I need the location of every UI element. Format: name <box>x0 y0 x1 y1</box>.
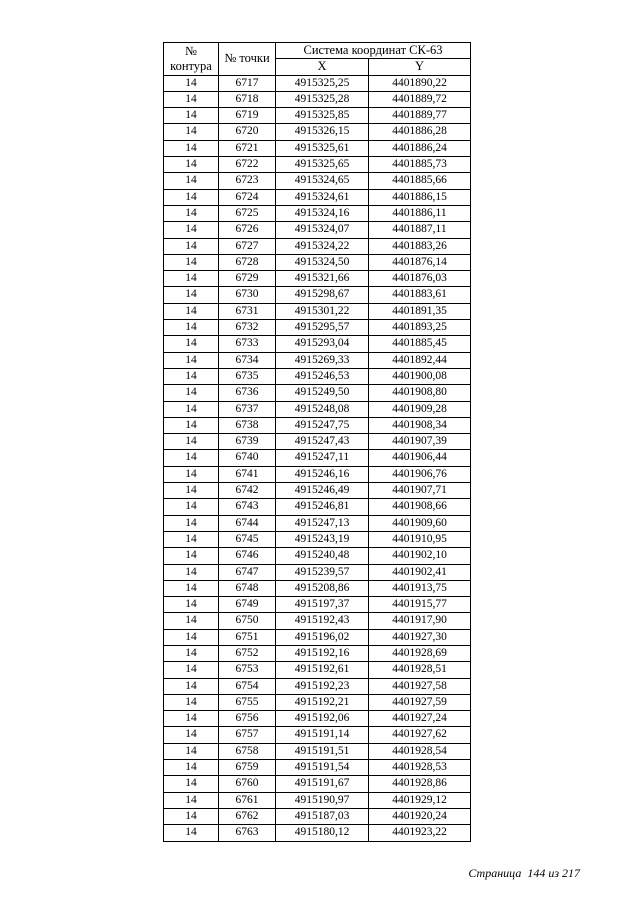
table-row <box>164 320 471 336</box>
cell-x: 4915325,28 <box>276 91 369 107</box>
table-row <box>164 645 471 661</box>
table-row <box>164 336 471 352</box>
cell-point: 6727 <box>219 238 276 254</box>
table-row <box>164 548 471 564</box>
cell-y: 4401923,22 <box>369 825 471 841</box>
cell-contour: 14 <box>164 157 219 173</box>
cell-y: 4401886,11 <box>369 205 471 221</box>
cell-y: 4401928,69 <box>369 645 471 661</box>
cell-y: 4401893,25 <box>369 320 471 336</box>
cell-contour: 14 <box>164 385 219 401</box>
cell-contour: 14 <box>164 352 219 368</box>
cell-y: 4401902,41 <box>369 564 471 580</box>
cell-x: 4915247,13 <box>276 515 369 531</box>
cell-contour: 14 <box>164 711 219 727</box>
cell-point: 6743 <box>219 499 276 515</box>
cell-contour: 14 <box>164 254 219 270</box>
cell-contour: 14 <box>164 678 219 694</box>
cell-contour: 14 <box>164 808 219 824</box>
header-contour-line2: контура <box>170 58 212 73</box>
cell-y: 4401886,15 <box>369 189 471 205</box>
cell-point: 6756 <box>219 711 276 727</box>
table-body <box>164 75 471 841</box>
table-row <box>164 450 471 466</box>
cell-x: 4915301,22 <box>276 303 369 319</box>
cell-y: 4401876,14 <box>369 254 471 270</box>
cell-x: 4915295,57 <box>276 320 369 336</box>
cell-point: 6758 <box>219 743 276 759</box>
cell-x: 4915243,19 <box>276 531 369 547</box>
cell-x: 4915326,15 <box>276 124 369 140</box>
cell-y: 4401928,54 <box>369 743 471 759</box>
cell-y: 4401907,71 <box>369 483 471 499</box>
table-row <box>164 825 471 841</box>
header-coordinate-system: Система координат СК-63 <box>276 43 471 59</box>
cell-y: 4401890,22 <box>369 75 471 91</box>
cell-x: 4915324,22 <box>276 238 369 254</box>
cell-y: 4401913,75 <box>369 580 471 596</box>
cell-y: 4401910,95 <box>369 531 471 547</box>
cell-x: 4915247,43 <box>276 434 369 450</box>
cell-contour: 14 <box>164 466 219 482</box>
cell-point: 6739 <box>219 434 276 450</box>
cell-point: 6735 <box>219 368 276 384</box>
cell-y: 4401920,24 <box>369 808 471 824</box>
cell-x: 4915246,16 <box>276 466 369 482</box>
cell-contour: 14 <box>164 91 219 107</box>
cell-point: 6722 <box>219 157 276 173</box>
cell-y: 4401886,28 <box>369 124 471 140</box>
table-row <box>164 254 471 270</box>
cell-contour: 14 <box>164 368 219 384</box>
cell-point: 6761 <box>219 792 276 808</box>
cell-contour: 14 <box>164 336 219 352</box>
cell-point: 6745 <box>219 531 276 547</box>
table-row <box>164 776 471 792</box>
cell-contour: 14 <box>164 401 219 417</box>
cell-contour: 14 <box>164 189 219 205</box>
cell-point: 6760 <box>219 776 276 792</box>
cell-x: 4915246,49 <box>276 483 369 499</box>
cell-x: 4915298,67 <box>276 287 369 303</box>
cell-point: 6759 <box>219 760 276 776</box>
cell-contour: 14 <box>164 531 219 547</box>
cell-point: 6762 <box>219 808 276 824</box>
table-row <box>164 629 471 645</box>
page-number: Страница 144 из 217 <box>468 866 580 880</box>
cell-y: 4401927,58 <box>369 678 471 694</box>
cell-y: 4401906,76 <box>369 466 471 482</box>
cell-y: 4401927,59 <box>369 694 471 710</box>
cell-y: 4401889,72 <box>369 91 471 107</box>
cell-x: 4915208,86 <box>276 580 369 596</box>
cell-point: 6749 <box>219 597 276 613</box>
cell-x: 4915192,21 <box>276 694 369 710</box>
cell-contour: 14 <box>164 548 219 564</box>
table-row <box>164 417 471 433</box>
cell-x: 4915324,61 <box>276 189 369 205</box>
cell-point: 6753 <box>219 662 276 678</box>
table-row <box>164 743 471 759</box>
cell-y: 4401885,45 <box>369 336 471 352</box>
cell-point: 6718 <box>219 91 276 107</box>
cell-y: 4401885,73 <box>369 157 471 173</box>
table-row <box>164 303 471 319</box>
cell-x: 4915190,97 <box>276 792 369 808</box>
cell-contour: 14 <box>164 694 219 710</box>
cell-y: 4401928,86 <box>369 776 471 792</box>
header-contour-number <box>164 43 219 76</box>
table-row <box>164 662 471 678</box>
table-row <box>164 91 471 107</box>
cell-x: 4915192,23 <box>276 678 369 694</box>
table-row <box>164 580 471 596</box>
cell-contour: 14 <box>164 662 219 678</box>
cell-point: 6742 <box>219 483 276 499</box>
cell-point: 6726 <box>219 222 276 238</box>
cell-contour: 14 <box>164 727 219 743</box>
table-row <box>164 564 471 580</box>
cell-y: 4401915,77 <box>369 597 471 613</box>
table-row <box>164 434 471 450</box>
cell-y: 4401917,90 <box>369 613 471 629</box>
cell-y: 4401909,28 <box>369 401 471 417</box>
cell-x: 4915191,14 <box>276 727 369 743</box>
cell-y: 4401876,03 <box>369 271 471 287</box>
header-y: Y <box>369 59 471 75</box>
cell-point: 6757 <box>219 727 276 743</box>
cell-contour: 14 <box>164 564 219 580</box>
cell-y: 4401928,51 <box>369 662 471 678</box>
cell-y: 4401927,24 <box>369 711 471 727</box>
cell-contour: 14 <box>164 792 219 808</box>
cell-x: 4915248,08 <box>276 401 369 417</box>
cell-y: 4401928,53 <box>369 760 471 776</box>
cell-point: 6763 <box>219 825 276 841</box>
cell-contour: 14 <box>164 303 219 319</box>
table-row <box>164 808 471 824</box>
cell-point: 6720 <box>219 124 276 140</box>
cell-contour: 14 <box>164 776 219 792</box>
cell-y: 4401927,62 <box>369 727 471 743</box>
cell-contour: 14 <box>164 173 219 189</box>
cell-contour: 14 <box>164 222 219 238</box>
cell-x: 4915249,50 <box>276 385 369 401</box>
cell-x: 4915324,50 <box>276 254 369 270</box>
cell-x: 4915324,07 <box>276 222 369 238</box>
cell-x: 4915247,75 <box>276 417 369 433</box>
coordinates-table <box>163 42 471 842</box>
cell-y: 4401902,10 <box>369 548 471 564</box>
table-row <box>164 711 471 727</box>
cell-x: 4915321,66 <box>276 271 369 287</box>
table-row <box>164 727 471 743</box>
table-row <box>164 401 471 417</box>
cell-x: 4915197,37 <box>276 597 369 613</box>
table-row <box>164 483 471 499</box>
cell-point: 6752 <box>219 645 276 661</box>
header-row-1 <box>164 43 471 59</box>
cell-y: 4401889,77 <box>369 108 471 124</box>
cell-contour: 14 <box>164 434 219 450</box>
table-row <box>164 287 471 303</box>
cell-contour: 14 <box>164 417 219 433</box>
cell-y: 4401883,61 <box>369 287 471 303</box>
cell-y: 4401900,08 <box>369 368 471 384</box>
cell-point: 6738 <box>219 417 276 433</box>
table-row <box>164 205 471 221</box>
cell-y: 4401909,60 <box>369 515 471 531</box>
cell-contour: 14 <box>164 75 219 91</box>
cell-y: 4401929,12 <box>369 792 471 808</box>
cell-x: 4915196,02 <box>276 629 369 645</box>
cell-y: 4401927,30 <box>369 629 471 645</box>
cell-y: 4401906,44 <box>369 450 471 466</box>
table-row <box>164 760 471 776</box>
cell-point: 6751 <box>219 629 276 645</box>
cell-point: 6734 <box>219 352 276 368</box>
cell-contour: 14 <box>164 629 219 645</box>
table-row <box>164 124 471 140</box>
table-row <box>164 597 471 613</box>
cell-contour: 14 <box>164 320 219 336</box>
cell-contour: 14 <box>164 450 219 466</box>
cell-point: 6731 <box>219 303 276 319</box>
table-row <box>164 140 471 156</box>
table-row <box>164 499 471 515</box>
cell-contour: 14 <box>164 238 219 254</box>
cell-point: 6724 <box>219 189 276 205</box>
cell-y: 4401908,66 <box>369 499 471 515</box>
cell-contour: 14 <box>164 271 219 287</box>
cell-y: 4401883,26 <box>369 238 471 254</box>
cell-y: 4401886,24 <box>369 140 471 156</box>
cell-contour: 14 <box>164 645 219 661</box>
header-contour-line1: № <box>185 43 197 58</box>
table-row <box>164 385 471 401</box>
cell-x: 4915192,61 <box>276 662 369 678</box>
table-row <box>164 157 471 173</box>
cell-contour: 14 <box>164 597 219 613</box>
cell-y: 4401908,34 <box>369 417 471 433</box>
cell-point: 6744 <box>219 515 276 531</box>
table-row <box>164 238 471 254</box>
table-row <box>164 271 471 287</box>
cell-contour: 14 <box>164 483 219 499</box>
cell-y: 4401891,35 <box>369 303 471 319</box>
cell-x: 4915324,65 <box>276 173 369 189</box>
cell-x: 4915269,33 <box>276 352 369 368</box>
cell-x: 4915247,11 <box>276 450 369 466</box>
cell-point: 6740 <box>219 450 276 466</box>
cell-point: 6733 <box>219 336 276 352</box>
cell-x: 4915180,12 <box>276 825 369 841</box>
cell-point: 6741 <box>219 466 276 482</box>
cell-point: 6754 <box>219 678 276 694</box>
cell-point: 6729 <box>219 271 276 287</box>
cell-y: 4401908,80 <box>369 385 471 401</box>
table-row <box>164 466 471 482</box>
table-row <box>164 189 471 205</box>
cell-contour: 14 <box>164 760 219 776</box>
cell-point: 6723 <box>219 173 276 189</box>
cell-contour: 14 <box>164 287 219 303</box>
table-row <box>164 222 471 238</box>
cell-point: 6746 <box>219 548 276 564</box>
table-row <box>164 792 471 808</box>
cell-y: 4401907,39 <box>369 434 471 450</box>
cell-x: 4915191,54 <box>276 760 369 776</box>
cell-x: 4915240,48 <box>276 548 369 564</box>
header-point-number: № точки <box>219 43 276 76</box>
cell-point: 6721 <box>219 140 276 156</box>
cell-contour: 14 <box>164 499 219 515</box>
cell-x: 4915191,51 <box>276 743 369 759</box>
cell-point: 6755 <box>219 694 276 710</box>
cell-point: 6747 <box>219 564 276 580</box>
table-row <box>164 352 471 368</box>
cell-contour: 14 <box>164 205 219 221</box>
header-x: X <box>276 59 369 75</box>
table-row <box>164 531 471 547</box>
cell-point: 6748 <box>219 580 276 596</box>
table-header <box>164 43 471 76</box>
cell-point: 6719 <box>219 108 276 124</box>
cell-x: 4915324,16 <box>276 205 369 221</box>
cell-point: 6750 <box>219 613 276 629</box>
cell-point: 6717 <box>219 75 276 91</box>
table-row <box>164 613 471 629</box>
cell-x: 4915246,81 <box>276 499 369 515</box>
table-row <box>164 678 471 694</box>
table-row <box>164 515 471 531</box>
table-row <box>164 173 471 189</box>
cell-x: 4915325,61 <box>276 140 369 156</box>
cell-x: 4915239,57 <box>276 564 369 580</box>
cell-point: 6737 <box>219 401 276 417</box>
cell-x: 4915187,03 <box>276 808 369 824</box>
cell-x: 4915192,06 <box>276 711 369 727</box>
cell-y: 4401885,66 <box>369 173 471 189</box>
table-row <box>164 368 471 384</box>
cell-point: 6725 <box>219 205 276 221</box>
cell-contour: 14 <box>164 613 219 629</box>
cell-x: 4915192,43 <box>276 613 369 629</box>
cell-contour: 14 <box>164 580 219 596</box>
cell-point: 6728 <box>219 254 276 270</box>
cell-point: 6730 <box>219 287 276 303</box>
cell-contour: 14 <box>164 140 219 156</box>
cell-point: 6732 <box>219 320 276 336</box>
cell-x: 4915325,85 <box>276 108 369 124</box>
cell-contour: 14 <box>164 108 219 124</box>
table-row <box>164 694 471 710</box>
table-row <box>164 75 471 91</box>
cell-x: 4915191,67 <box>276 776 369 792</box>
cell-x: 4915293,04 <box>276 336 369 352</box>
cell-x: 4915192,16 <box>276 645 369 661</box>
cell-x: 4915325,25 <box>276 75 369 91</box>
cell-point: 6736 <box>219 385 276 401</box>
cell-contour: 14 <box>164 515 219 531</box>
cell-contour: 14 <box>164 124 219 140</box>
cell-y: 4401892,44 <box>369 352 471 368</box>
cell-x: 4915246,53 <box>276 368 369 384</box>
cell-contour: 14 <box>164 743 219 759</box>
cell-y: 4401887,11 <box>369 222 471 238</box>
cell-contour: 14 <box>164 825 219 841</box>
cell-x: 4915325,65 <box>276 157 369 173</box>
table-row <box>164 108 471 124</box>
